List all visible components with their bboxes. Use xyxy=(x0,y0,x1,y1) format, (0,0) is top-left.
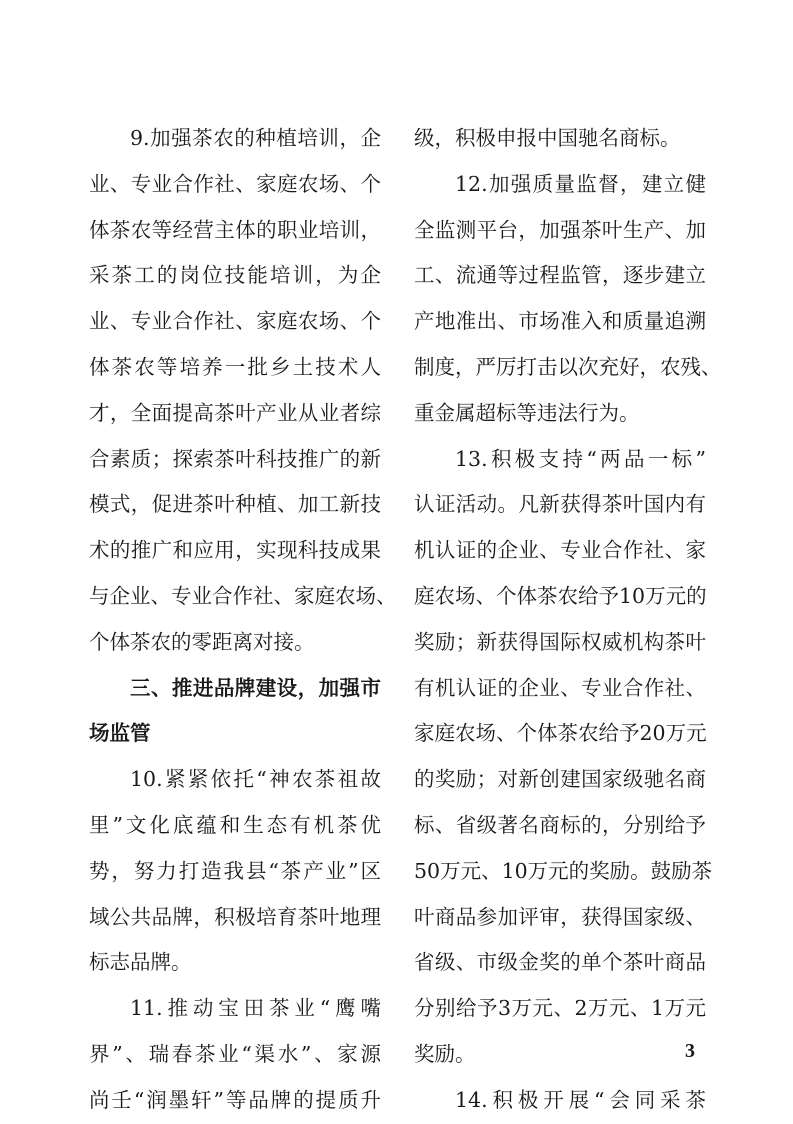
text-line: 采茶工的岗位技能培训，为企 xyxy=(89,263,381,288)
text-line: 工、流通等过程监管，逐步建立 xyxy=(414,263,706,288)
text-line: 有机认证的企业、专业合作社、 xyxy=(414,675,706,700)
text-line: 12.加强质量监督，建立健 xyxy=(455,171,706,196)
text-line: 才，全面提高茶叶产业从业者综 xyxy=(89,400,381,425)
text-line: 11.推动宝田茶业“鹰嘴 xyxy=(130,996,381,1021)
text-line: 体茶农等培养一批乡土技术人 xyxy=(89,354,381,379)
text-line: 合素质；探索茶叶科技推广的新 xyxy=(89,446,381,471)
text-line: 业、专业合作社、家庭农场、个 xyxy=(89,171,381,196)
text-line: 全监测平台，加强茶叶生产、加 xyxy=(414,217,706,242)
text-line: 制度，严厉打击以次充好，农残、 xyxy=(414,354,722,379)
section-heading: 三、推进品牌建设，加强市 xyxy=(130,675,381,700)
text-line: 奖励。 xyxy=(414,1041,476,1066)
text-line: 庭农场、个体茶农给予10万元的 xyxy=(414,583,707,608)
text-line: 个体茶农的零距离对接。 xyxy=(89,629,315,654)
text-line: 与企业、专业合作社、家庭农场、 xyxy=(89,583,397,608)
text-line: 术的推广和应用，实现科技成果 xyxy=(89,538,381,563)
text-line: 业、专业合作社、家庭农场、个 xyxy=(89,309,381,334)
text-line: 50万元、10万元的奖励。鼓励茶 xyxy=(414,858,713,883)
text-line: 14.积极开展“会同采茶 xyxy=(455,1087,706,1112)
text-line: 产地准出、市场准入和质量追溯 xyxy=(414,309,706,334)
text-line: 界”、瑞春茶业“渠水”、家源 xyxy=(89,1041,381,1066)
text-line: 体茶农等经营主体的职业培训， xyxy=(89,217,381,242)
section-heading: 场监管 xyxy=(89,721,151,746)
text-line: 标志品牌。 xyxy=(89,950,192,975)
text-line: 奖励；新获得国际权威机构茶叶 xyxy=(414,629,706,654)
text-line: 标、省级著名商标的，分别给予 xyxy=(414,812,706,837)
text-line: 的奖励；对新创建国家级驰名商 xyxy=(414,767,706,792)
text-line: 分别给予3万元、2万元、1万元 xyxy=(414,996,706,1021)
left-column xyxy=(89,116,397,1124)
text-line: 家庭农场、个体茶农给予20万元 xyxy=(414,721,707,746)
text-line: 级，积极申报中国驰名商标。 xyxy=(414,126,681,150)
text-line: 势，努力打造我县“茶产业”区 xyxy=(89,858,381,883)
text-line: 模式，促进茶叶种植、加工新技 xyxy=(89,492,381,517)
text-line: 重金属超标等违法行为。 xyxy=(414,400,640,425)
text-line: 尚壬“润墨轩”等品牌的提质升 xyxy=(89,1087,381,1112)
text-line: 9.加强茶农的种植培训，企 xyxy=(130,126,381,150)
text-line: 13.积极支持“两品一标” xyxy=(455,446,706,471)
right-column xyxy=(414,116,722,1124)
text-line: 省级、市级金奖的单个茶叶商品 xyxy=(414,950,706,975)
text-line: 叶商品参加评审，获得国家级、 xyxy=(414,904,706,929)
text-line: 认证活动。凡新获得茶叶国内有 xyxy=(414,492,706,517)
text-line: 里”文化底蕴和生态有机茶优 xyxy=(89,812,381,837)
page-number: 3 xyxy=(685,1040,695,1062)
text-line: 域公共品牌，积极培育茶叶地理 xyxy=(89,904,381,929)
text-line: 10.紧紧依托“神农茶祖故 xyxy=(130,767,381,792)
text-line: 机认证的企业、专业合作社、家 xyxy=(414,538,706,563)
